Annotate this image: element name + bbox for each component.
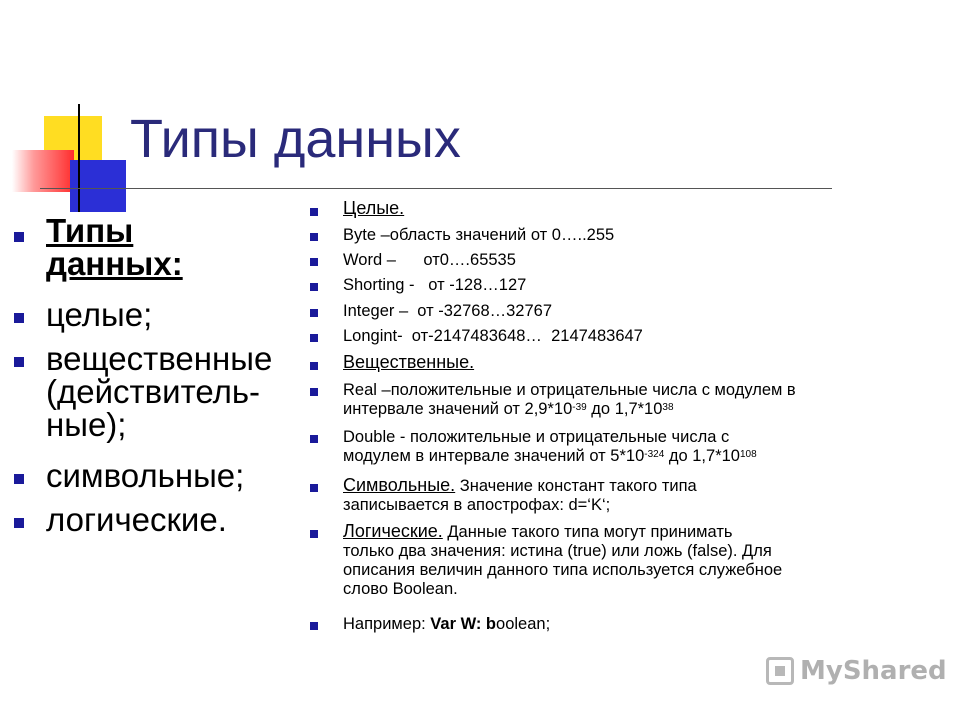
bullet-icon [310, 622, 318, 630]
left-item-real [46, 342, 272, 441]
double-exponent-max: 108 [739, 449, 757, 460]
real-line2-text: интервале значений от 2,9*10 [343, 400, 573, 418]
logic-line1-text: Данные такого типа могут принимать [442, 523, 733, 541]
logic-line1 [343, 522, 933, 542]
double-exponent-min: -324 [644, 449, 665, 460]
word-line: Word – от0….65535 [343, 251, 516, 269]
bullet-icon [310, 283, 318, 291]
bullet-icon [310, 233, 318, 241]
example-line [343, 615, 933, 634]
logic-heading: Логические. [343, 521, 443, 541]
watermark-text: MyShared [800, 656, 947, 686]
left-heading-line1: Типы [46, 212, 134, 249]
char-line2: записывается в апострофах: d=‘K‘; [343, 496, 611, 514]
logic-line4: слово Boolean. [343, 580, 458, 598]
title-underline [40, 188, 832, 189]
watermark-logo-icon [766, 657, 794, 685]
bullet-icon [310, 208, 318, 216]
bullet-icon [310, 435, 318, 443]
shorting-line: Shorting - от -128…127 [343, 276, 527, 294]
whole-heading: Целые. [343, 198, 405, 218]
left-item-real-line1: вещественные [46, 340, 273, 377]
real-exponent-max: 38 [662, 402, 674, 413]
bullet-icon [14, 357, 24, 367]
left-item-real-line2: (действитель- [46, 373, 261, 410]
real-line2 [343, 400, 933, 419]
bullet-icon [310, 334, 318, 342]
left-heading-line2: данных: [46, 245, 183, 282]
example-text: Например: [343, 615, 431, 633]
real-line2-text-b: до 1,7*10 [586, 400, 663, 418]
example-code: Var W: b [430, 615, 497, 633]
char-heading: Символьные. [343, 475, 456, 495]
integer-line: Integer – от -32768…32767 [343, 302, 553, 320]
slide-title: Типы данных [130, 109, 461, 169]
bullet-icon [310, 388, 318, 396]
bullet-icon [310, 484, 318, 492]
double-description [343, 428, 933, 466]
byte-line: Byte –область значений от 0…..255 [343, 226, 615, 244]
longint-line: Longint- от-2147483648… 2147483647 [343, 327, 643, 345]
double-line2-text-b: до 1,7*10 [664, 447, 740, 465]
bullet-icon [310, 258, 318, 266]
bullet-icon [310, 362, 318, 370]
logic-line3: описания величин данного типа используется служебное [343, 561, 783, 579]
left-item-whole: целые; [46, 296, 153, 333]
real-description [343, 381, 933, 419]
logic-line2: только два значения: истина (true) или ложь (false). Для [343, 542, 772, 560]
real-heading: Вещественные. [343, 352, 475, 372]
left-heading [46, 214, 183, 280]
bullet-icon [14, 313, 24, 323]
char-description [343, 476, 933, 515]
left-item-char: символьные; [46, 457, 245, 494]
bullet-icon [14, 474, 24, 484]
example-text-b: oolean; [496, 615, 551, 633]
bullet-icon [310, 309, 318, 317]
real-exponent-min: -39 [572, 402, 587, 413]
double-line1: Double - положительные и отрицательные числа с [343, 428, 730, 446]
bullet-icon [14, 232, 24, 242]
left-item-logic: логические. [46, 501, 227, 538]
left-item-real-line3: ные); [46, 406, 127, 443]
real-line1: Real –положительные и отрицательные числа с модулем в [343, 381, 796, 399]
decor-red-square [12, 150, 74, 192]
char-line1-text: Значение констант такого типа [455, 477, 697, 495]
watermark [766, 656, 947, 686]
bullet-icon [14, 518, 24, 528]
double-line2 [343, 447, 933, 466]
bullet-icon [310, 530, 318, 538]
double-line2-text: модулем в интервале значений от 5*10 [343, 447, 645, 465]
char-line1 [343, 476, 933, 496]
decor-vertical-line [78, 104, 80, 212]
logic-description [343, 522, 933, 599]
